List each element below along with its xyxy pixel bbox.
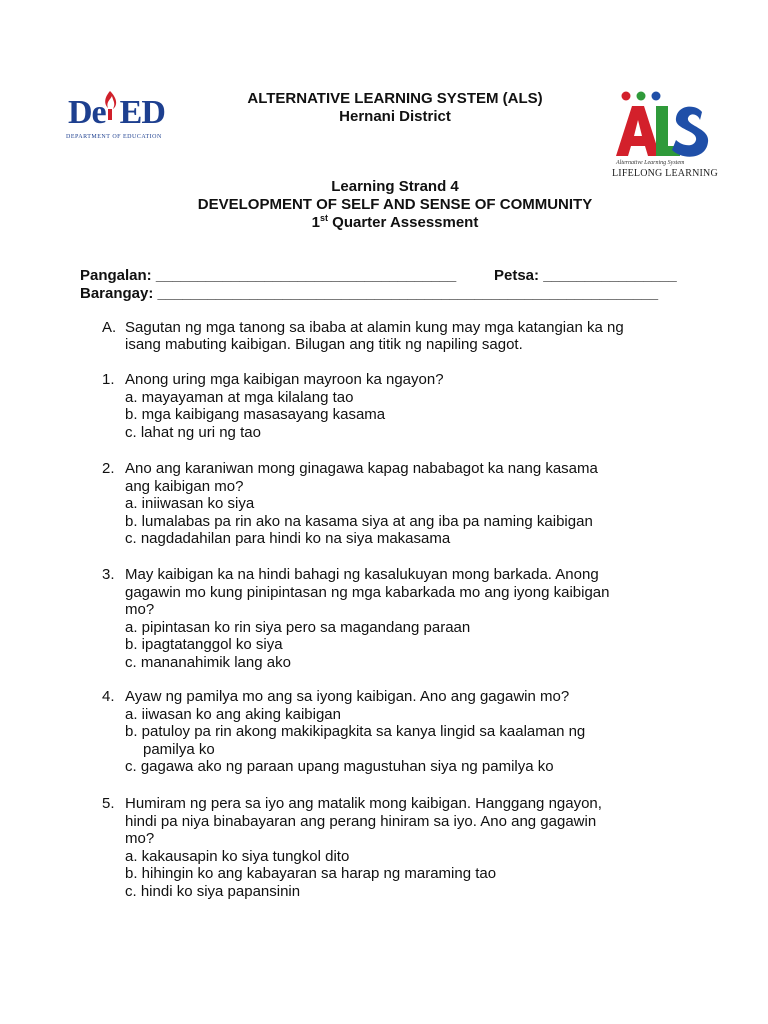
question-text-line: hindi pa niya binabayaran ang perang hiniram sa iyo. Ano ang gagawin: [125, 812, 597, 830]
assessment-title: DEVELOPMENT OF SELF AND SENSE OF COMMUNITY: [197, 196, 593, 213]
answer-choice[interactable]: c. hindi ko siya papansinin: [125, 882, 301, 900]
question-text-line: Ayaw ng pamilya mo ang sa iyong kaibigan. Ano ang gagawin mo?: [125, 688, 570, 705]
als-mark-icon: [610, 88, 716, 160]
answer-choice[interactable]: pamilya ko: [143, 740, 215, 758]
question-number: 3.: [102, 566, 115, 583]
answer-choice[interactable]: b. ipagtatanggol ko siya: [125, 636, 283, 653]
answer-choice[interactable]: a. pipintasan ko rin siya pero sa magandang paraan: [125, 618, 471, 636]
barangay-label: Barangay:: [80, 285, 154, 302]
barangay-field[interactable]: [80, 285, 658, 303]
strand-label: Learning Strand 4: [331, 178, 459, 195]
instructions-line-2: isang mabuting kaibigan. Bilugan ang titik ng napiling sagot.: [125, 336, 523, 353]
barangay-line[interactable]: ____________________________________________________________: [157, 285, 659, 302]
program-title: ALTERNATIVE LEARNING SYSTEM (ALS): [247, 90, 543, 107]
question-number: 4.: [102, 688, 115, 705]
als-caption: LIFELONG LEARNING: [612, 168, 718, 179]
question-number: 1.: [102, 371, 115, 388]
date-line[interactable]: ________________: [543, 267, 677, 284]
question-text-line: Anong uring mga kaibigan mayroon ka ngayon?: [125, 371, 444, 388]
question-number: 5.: [102, 795, 115, 812]
name-field[interactable]: [80, 267, 456, 285]
name-line[interactable]: ____________________________________: [155, 267, 457, 284]
name-label: Pangalan:: [80, 267, 152, 284]
instructions-line-1: Sagutan ng mga tanong sa ibaba at alamin kung may mga katangian ka ng: [125, 319, 624, 336]
deped-wordmark: De ED: [68, 94, 165, 131]
deped-caption: DEPARTMENT OF EDUCATION: [66, 134, 162, 140]
date-label: Petsa:: [494, 267, 540, 284]
question-text-line: gagawin mo kung pinipintasan ng mga kabarkada mo ang iyong kaibigan: [125, 583, 610, 601]
assessment-subtitle: 1st Quarter Assessment: [311, 213, 479, 231]
question-text-line: Ano ang karaniwan mong ginagawa kapag nababagot ka nang kasama: [125, 460, 598, 477]
answer-choice[interactable]: c. nagdadahilan para hindi ko na siya makasama: [125, 530, 451, 547]
instructions-letter: A.: [102, 319, 117, 336]
answer-choice[interactable]: c. mananahimik lang ako: [125, 653, 291, 671]
answer-choice[interactable]: b. lumalabas pa rin ako na kasama siya at ang iba pa naming kaibigan: [125, 512, 593, 530]
district-name: Hernani District: [339, 108, 451, 125]
answer-choice[interactable]: b. mga kaibigang masasayang kasama: [125, 406, 386, 423]
question-number: 2.: [102, 460, 115, 477]
als-caption-small: Alternative Learning System: [616, 160, 685, 166]
answer-choice[interactable]: a. iniiwasan ko siya: [125, 495, 255, 512]
question-text-line: mo?: [125, 830, 155, 847]
question-text-line: Humiram ng pera sa iyo ang matalik mong kaibigan. Hanggang ngayon,: [125, 795, 602, 812]
question-text-line: ang kaibigan mo?: [125, 477, 244, 495]
answer-choice[interactable]: b. hihingin ko ang kabayaran sa harap ng maraming tao: [125, 865, 497, 882]
date-field[interactable]: [494, 267, 677, 285]
answer-choice[interactable]: a. mayayaman at mga kilalang tao: [125, 388, 354, 406]
answer-choice[interactable]: a. iiwasan ko ang aking kaibigan: [125, 705, 341, 723]
answer-choice[interactable]: c. lahat ng uri ng tao: [125, 423, 261, 441]
answer-choice[interactable]: a. kakausapin ko siya tungkol dito: [125, 847, 350, 865]
answer-choice[interactable]: b. patuloy pa rin akong makikipagkita sa kanya lingid sa kaalaman ng: [125, 723, 586, 740]
question-text-line: May kaibigan ka na hindi bahagi ng kasalukuyan mong barkada. Anong: [125, 566, 599, 583]
answer-choice[interactable]: c. gagawa ako ng paraan upang magustuhan siya ng pamilya ko: [125, 758, 554, 775]
question-text-line: mo?: [125, 601, 155, 618]
als-logo: [610, 88, 716, 184]
